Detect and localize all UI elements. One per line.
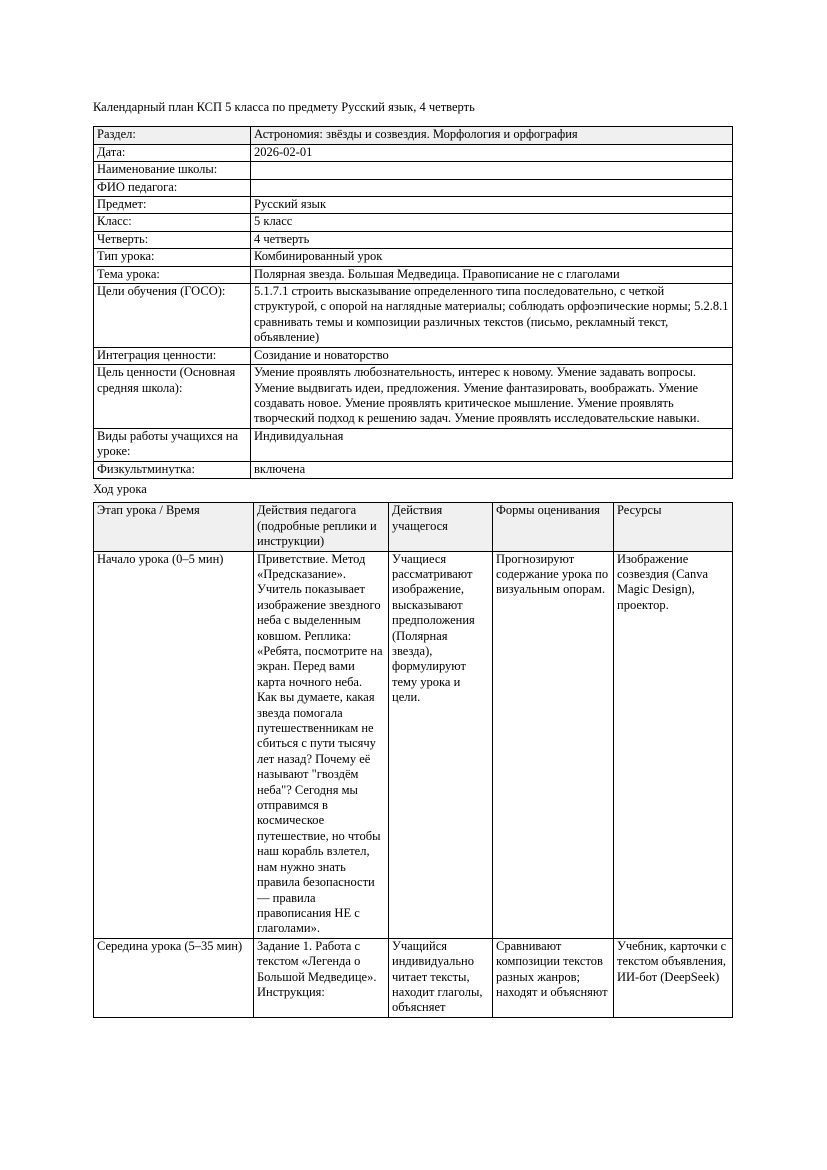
- lesson-flow-heading: Ход урока: [93, 481, 147, 496]
- info-value-cell: Русский язык: [251, 197, 733, 214]
- document-title: Календарный план КСП 5 класса по предмету Русский язык, 4 четверть: [93, 100, 475, 114]
- info-row-class: [94, 214, 733, 231]
- info-label-cell: Цель ценности (Основная средняя школа):: [94, 365, 251, 429]
- info-row-school: [94, 162, 733, 179]
- info-row-work-types: [94, 428, 733, 461]
- info-value-cell: [251, 179, 733, 196]
- info-row-lesson-topic: [94, 266, 733, 283]
- info-value-cell: Умение проявлять любознательность, интерес к новому. Умение задавать вопросы. Умение выдвигать идеи, предложения. Умение фантазировать, воображать. Умение создавать новое. Умение проявлять критическое мышление. Умение проявлять творческий подход к решению задач. Умение проявлять исследовательские навыки.: [251, 365, 733, 429]
- teacher-actions-cell: Задание 1. Работа с текстом «Легенда о Большой Медведице». Инструкция:: [254, 938, 389, 1017]
- info-label-cell: Четверть:: [94, 231, 251, 248]
- assessment-cell: Сравнивают композиции текстов разных жанров; находят и объясняют: [493, 938, 614, 1017]
- lesson-table-header-row: [94, 503, 733, 551]
- info-row-values-integration: [94, 347, 733, 364]
- info-label-cell: Класс:: [94, 214, 251, 231]
- stage-cell: Середина урока (5–35 мин): [94, 938, 254, 1017]
- info-label-cell: Наименование школы:: [94, 162, 251, 179]
- info-label-cell: Раздел:: [94, 127, 251, 144]
- lesson-table: [93, 502, 733, 1017]
- info-value-cell: 5 класс: [251, 214, 733, 231]
- info-label-cell: Тема урока:: [94, 266, 251, 283]
- info-row-razdel: [94, 127, 733, 144]
- header-cell-assessment: Формы оценивания: [493, 503, 614, 551]
- student-actions-cell: Учащиеся рассматривают изображение, высказывают предположения (Полярная звезда), формулируют тему урока и цели.: [389, 551, 493, 938]
- info-label-cell: Физкультминутка:: [94, 461, 251, 478]
- info-row-date: [94, 144, 733, 161]
- info-row-lesson-type: [94, 249, 733, 266]
- header-cell-teacher-actions: Действия педагога (подробные реплики и инструкции): [254, 503, 389, 551]
- lesson-row-middle: [94, 938, 733, 1017]
- assessment-cell: Прогнозируют содержание урока по визуальным опорам.: [493, 551, 614, 938]
- lesson-row-start: [94, 551, 733, 938]
- info-row-quarter: [94, 231, 733, 248]
- info-row-teacher-name: [94, 179, 733, 196]
- info-label-cell: Виды работы учащихся на уроке:: [94, 428, 251, 461]
- info-row-goals: [94, 284, 733, 348]
- info-value-cell: 4 четверть: [251, 231, 733, 248]
- teacher-actions-cell: Приветствие. Метод «Предсказание». Учитель показывает изображение звездного неба с выделенным ковшом. Реплика: «Ребята, посмотрите на экран. Перед вами карта ночного неба. Как вы думаете, какая звезда помогала путешественникам не сбиться с пути тысячу лет назад? Почему её называют "гвоздём неба"? Сегодня мы отправимся в космическое путешествие, но чтобы наш корабль взлетел, нам нужно знать правила безопасности — правила правописания НЕ с глаголами».: [254, 551, 389, 938]
- stage-cell: Начало урока (0–5 мин): [94, 551, 254, 938]
- info-row-values-goal: [94, 365, 733, 429]
- info-row-subject: [94, 197, 733, 214]
- resources-cell: Учебник, карточки с текстом объявления, ИИ-бот (DeepSeek): [614, 938, 733, 1017]
- info-label-cell: ФИО педагога:: [94, 179, 251, 196]
- header-cell-stage: Этап урока / Время: [94, 503, 254, 551]
- info-label-cell: Дата:: [94, 144, 251, 161]
- info-value-cell: Полярная звезда. Большая Медведица. Правописание не с глаголами: [251, 266, 733, 283]
- header-cell-resources: Ресурсы: [614, 503, 733, 551]
- header-cell-student-actions: Действия учащегося: [389, 503, 493, 551]
- info-value-cell: Индивидуальная: [251, 428, 733, 461]
- info-row-phys-minute: [94, 461, 733, 478]
- student-actions-cell: Учащийся индивидуально читает тексты, находит глаголы, объясняет: [389, 938, 493, 1017]
- resources-cell: Изображение созвездия (Canva Magic Design), проектор.: [614, 551, 733, 938]
- info-value-cell: 5.1.7.1 строить высказывание определенного типа последовательно, с четкой структурой, с опорой на наглядные материалы; соблюдать орфоэпические нормы; 5.2.8.1 сравнивать темы и композиции различных текстов (письмо, рекламный текст, объявление): [251, 284, 733, 348]
- info-label-cell: Интеграция ценности:: [94, 347, 251, 364]
- info-label-cell: Тип урока:: [94, 249, 251, 266]
- info-value-cell: [251, 162, 733, 179]
- info-value-cell: Астрономия: звёзды и созвездия. Морфология и орфография: [251, 127, 733, 144]
- info-value-cell: включена: [251, 461, 733, 478]
- info-value-cell: 2026-02-01: [251, 144, 733, 161]
- info-value-cell: Созидание и новаторство: [251, 347, 733, 364]
- info-label-cell: Предмет:: [94, 197, 251, 214]
- document-sheet: [93, 100, 732, 1018]
- info-value-cell: Комбинированный урок: [251, 249, 733, 266]
- info-table: [93, 126, 733, 479]
- info-label-cell: Цели обучения (ГОСО):: [94, 284, 251, 348]
